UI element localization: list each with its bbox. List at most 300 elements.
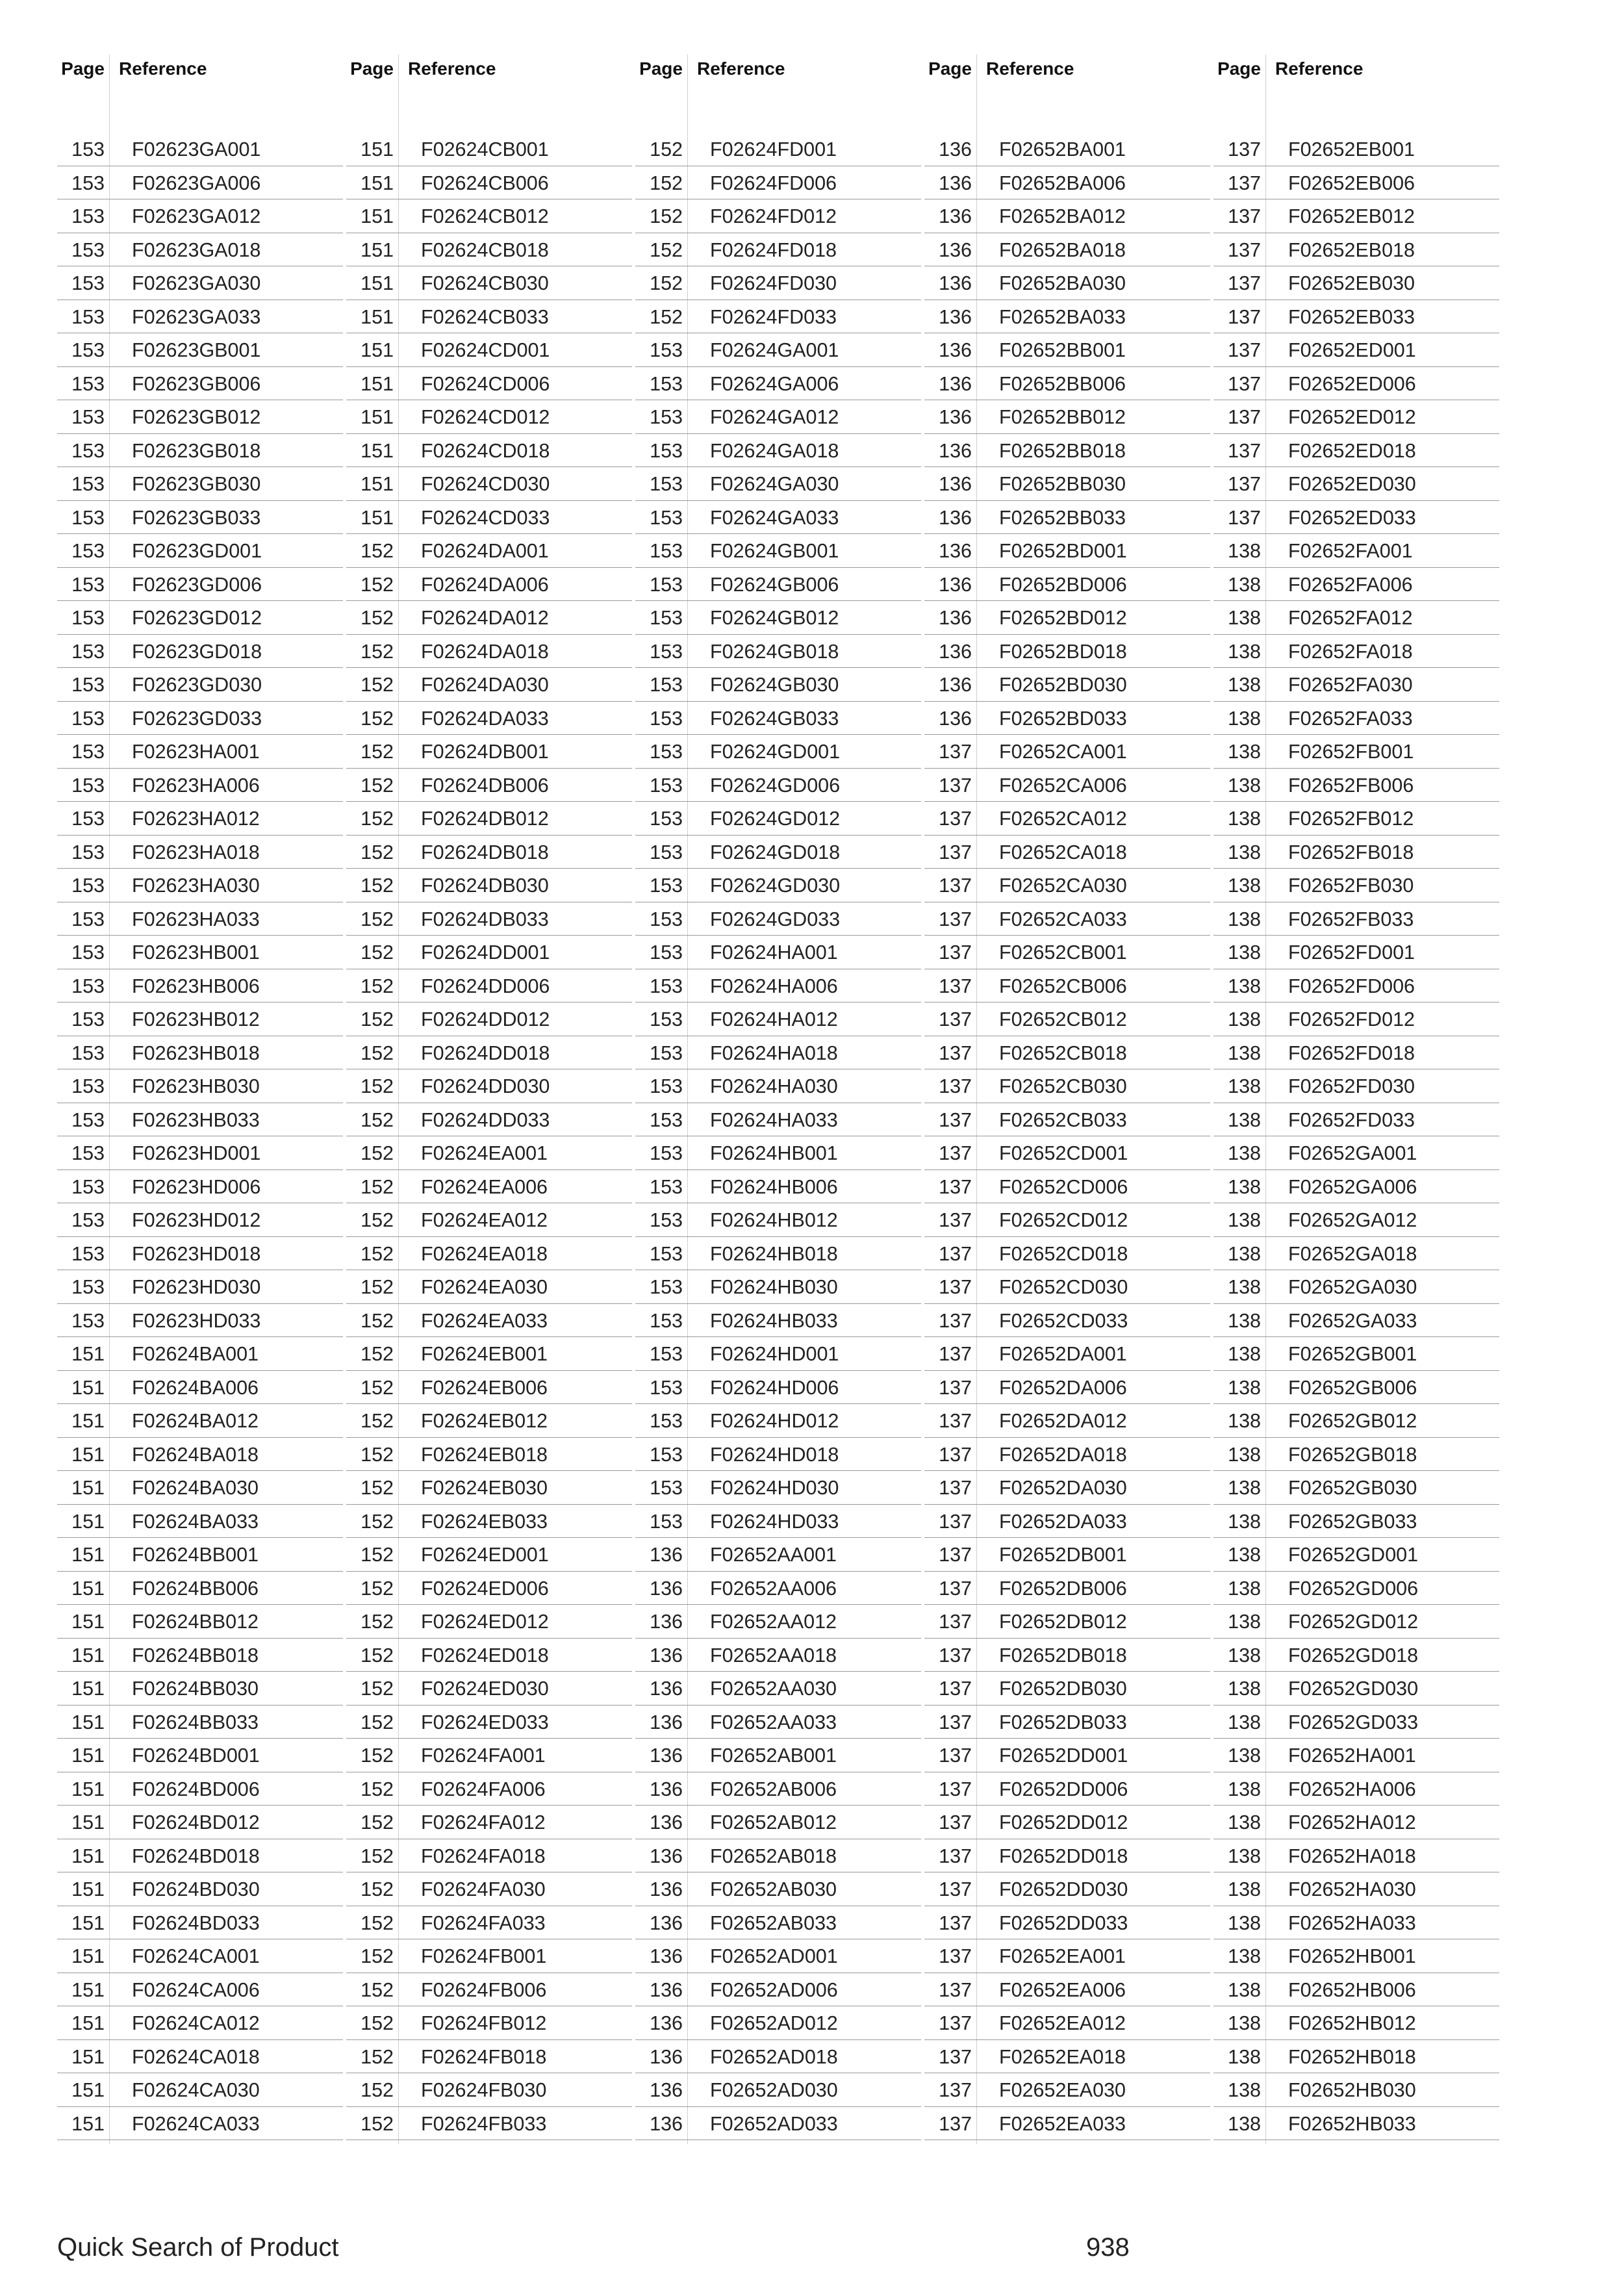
reference-cell: F02624DA001 <box>421 540 549 562</box>
page-number-cell: 137 <box>939 2079 972 2101</box>
page-number-cell: 137 <box>939 1276 972 1298</box>
reference-column-header: Reference <box>119 58 207 79</box>
index-row <box>57 1706 343 1739</box>
page-number-cell: 153 <box>71 1242 105 1265</box>
index-row <box>57 1872 343 1906</box>
index-row <box>924 534 1210 568</box>
page-number-cell: 138 <box>1228 1744 1261 1767</box>
index-row <box>346 2006 632 2040</box>
reference-cell: F02624BD033 <box>132 1911 260 1934</box>
index-row <box>924 2073 1210 2107</box>
index-rows <box>346 133 632 2140</box>
page-number-cell: 152 <box>650 138 683 160</box>
page-number-cell: 138 <box>1228 1978 1261 2001</box>
reference-cell: F02624EA033 <box>421 1309 548 1332</box>
page-number-cell: 136 <box>939 138 972 160</box>
reference-cell: F02652AD018 <box>710 2045 838 2068</box>
reference-cell: F02623HB018 <box>132 1041 260 1064</box>
page-number-cell: 136 <box>650 2079 683 2101</box>
reference-cell: F02624GD006 <box>710 774 841 797</box>
index-row <box>346 902 632 936</box>
reference-cell: F02624EB001 <box>421 1343 548 1365</box>
reference-cell: F02652CB006 <box>999 975 1127 997</box>
page-number-cell: 138 <box>1228 1041 1261 1064</box>
index-row <box>1213 568 1499 602</box>
reference-cell: F02652AD001 <box>710 1945 838 1967</box>
page-number-cell: 153 <box>71 540 105 562</box>
reference-cell: F02652DA012 <box>999 1410 1127 1432</box>
reference-cell: F02624GD018 <box>710 841 841 863</box>
reference-cell: F02624HA012 <box>710 1008 838 1030</box>
reference-cell: F02652AD033 <box>710 2112 838 2135</box>
reference-cell: F02624BA018 <box>132 1443 259 1466</box>
index-row <box>1213 2040 1499 2074</box>
index-row <box>346 133 632 166</box>
reference-cell: F02624HB018 <box>710 1242 838 1265</box>
page-number-cell: 153 <box>650 1008 683 1030</box>
index-row <box>635 1471 921 1505</box>
index-row <box>1213 233 1499 267</box>
index-row <box>1213 869 1499 902</box>
reference-cell: F02624HD033 <box>710 1510 839 1533</box>
reference-cell: F02652GB006 <box>1288 1376 1417 1399</box>
reference-cell: F02623HA006 <box>132 774 260 797</box>
page-number-cell: 137 <box>939 1477 972 1499</box>
page-number-cell: 153 <box>650 707 683 730</box>
index-rows <box>57 133 343 2140</box>
page-number-cell: 151 <box>361 372 394 395</box>
reference-cell: F02652EA001 <box>999 1945 1126 1967</box>
reference-cell: F02623HA001 <box>132 741 260 763</box>
reference-cell: F02652FB030 <box>1288 875 1414 897</box>
page-number-cell: 153 <box>71 1041 105 1064</box>
index-row <box>1213 1872 1499 1906</box>
page-number-cell: 151 <box>71 1644 105 1667</box>
reference-cell: F02624BB033 <box>132 1711 259 1733</box>
index-row <box>57 166 343 200</box>
index-row <box>924 1203 1210 1237</box>
index-row <box>1213 1003 1499 1036</box>
page-number-cell: 137 <box>939 1945 972 1967</box>
reference-cell: F02624DA006 <box>421 573 549 596</box>
page-number-cell: 153 <box>71 1008 105 1030</box>
index-row <box>924 1772 1210 1806</box>
page-number-cell: 153 <box>650 339 683 361</box>
reference-column-header: Reference <box>408 58 496 79</box>
reference-cell: F02624DB018 <box>421 841 549 863</box>
reference-cell: F02624CA033 <box>132 2112 260 2135</box>
reference-cell: F02652DB033 <box>999 1711 1127 1733</box>
index-row <box>924 668 1210 702</box>
reference-cell: F02652EB001 <box>1288 138 1415 160</box>
index-row <box>346 1471 632 1505</box>
index-row <box>1213 1706 1499 1739</box>
index-row <box>57 266 343 300</box>
index-row <box>924 300 1210 334</box>
index-row <box>1213 1973 1499 2007</box>
index-row <box>346 199 632 233</box>
reference-cell: F02652DA006 <box>999 1376 1127 1399</box>
reference-cell: F02623GD033 <box>132 707 262 730</box>
page-number-cell: 151 <box>361 506 394 529</box>
reference-cell: F02624DB033 <box>421 908 549 930</box>
page-number-cell: 136 <box>939 205 972 227</box>
index-row <box>1213 735 1499 769</box>
index-row <box>635 702 921 735</box>
index-row <box>346 735 632 769</box>
page-number-cell: 153 <box>71 1075 105 1097</box>
reference-cell: F02652FA033 <box>1288 707 1413 730</box>
page-number-cell: 153 <box>650 975 683 997</box>
index-row <box>924 400 1210 434</box>
index-row <box>346 1872 632 1906</box>
page-number-cell: 152 <box>361 1711 394 1733</box>
page-number-cell: 151 <box>71 1811 105 1833</box>
index-row <box>924 1337 1210 1371</box>
index-row <box>635 1906 921 1940</box>
page-number-cell: 138 <box>1228 875 1261 897</box>
reference-cell: F02652FD018 <box>1288 1041 1415 1064</box>
reference-cell: F02624BA033 <box>132 1510 259 1533</box>
page-number-cell: 138 <box>1228 2112 1261 2135</box>
page-number-cell: 136 <box>939 172 972 194</box>
page-number-cell: 151 <box>71 1978 105 2001</box>
index-row <box>924 1304 1210 1338</box>
reference-cell: F02652CD012 <box>999 1209 1128 1231</box>
reference-cell: F02624DA030 <box>421 674 549 696</box>
index-row <box>57 1471 343 1505</box>
reference-cell: F02624DA033 <box>421 707 549 730</box>
page-number-cell: 137 <box>1228 473 1261 495</box>
reference-cell: F02623GD001 <box>132 540 262 562</box>
reference-cell: F02652FB012 <box>1288 808 1414 830</box>
index-row <box>57 1973 343 2007</box>
reference-cell: F02652AB012 <box>710 1811 837 1833</box>
reference-cell: F02652GA001 <box>1288 1142 1417 1164</box>
index-row <box>635 1036 921 1070</box>
reference-cell: F02652FD033 <box>1288 1108 1415 1131</box>
reference-cell: F02624FB018 <box>421 2045 547 2068</box>
index-row <box>1213 2006 1499 2040</box>
index-row <box>346 836 632 869</box>
index-row <box>924 233 1210 267</box>
index-row <box>1213 769 1499 802</box>
reference-cell: F02652BD006 <box>999 573 1127 596</box>
reference-cell: F02624GB001 <box>710 540 839 562</box>
page-number-cell: 153 <box>650 372 683 395</box>
page-number-cell: 136 <box>939 473 972 495</box>
index-column <box>924 0 1210 2177</box>
page-number-cell: 153 <box>650 1343 683 1365</box>
reference-cell: F02624CB001 <box>421 138 549 160</box>
reference-cell: F02652FD001 <box>1288 941 1415 964</box>
index-row <box>635 1270 921 1304</box>
page-number-cell: 152 <box>361 808 394 830</box>
index-rows <box>924 133 1210 2140</box>
reference-cell: F02652FB033 <box>1288 908 1414 930</box>
page-number-cell: 136 <box>650 1678 683 1700</box>
page-number-cell: 152 <box>361 1978 394 2001</box>
index-row <box>924 266 1210 300</box>
index-row <box>1213 534 1499 568</box>
index-row <box>1213 1906 1499 1940</box>
reference-cell: F02624HA018 <box>710 1041 838 1064</box>
page-number-cell: 153 <box>71 506 105 529</box>
index-row <box>635 534 921 568</box>
page-number-cell: 137 <box>939 1611 972 1633</box>
page-number-cell: 152 <box>361 1343 394 1365</box>
index-row <box>346 233 632 267</box>
index-row <box>346 1069 632 1103</box>
page-number-cell: 152 <box>361 1644 394 1667</box>
page-number-cell: 137 <box>939 1878 972 1900</box>
page-number-cell: 136 <box>939 506 972 529</box>
reference-cell: F02624FB006 <box>421 1978 547 2001</box>
reference-cell: F02624BB030 <box>132 1678 259 1700</box>
page-number-cell: 152 <box>361 1577 394 1600</box>
page-number-cell: 137 <box>939 1175 972 1198</box>
reference-cell: F02623HD018 <box>132 1242 261 1265</box>
page-number-cell: 136 <box>939 540 972 562</box>
index-row <box>635 902 921 936</box>
page-number-cell: 153 <box>71 607 105 629</box>
index-row <box>924 969 1210 1003</box>
index-row <box>346 333 632 367</box>
page-number-cell: 153 <box>71 875 105 897</box>
page-number-cell: 151 <box>71 1878 105 1900</box>
page-number-cell: 138 <box>1228 1477 1261 1499</box>
index-column <box>1213 0 1499 2177</box>
index-row <box>924 802 1210 836</box>
index-row <box>635 2107 921 2141</box>
index-row <box>57 1203 343 1237</box>
index-row <box>924 869 1210 902</box>
index-row <box>1213 1337 1499 1371</box>
index-row <box>924 1371 1210 1405</box>
index-row <box>635 601 921 635</box>
index-row <box>57 2107 343 2141</box>
page-number-cell: 153 <box>650 1209 683 1231</box>
index-row <box>346 1538 632 1572</box>
page-number-cell: 137 <box>939 774 972 797</box>
reference-cell: F02623GD018 <box>132 640 262 663</box>
page-number-cell: 136 <box>939 640 972 663</box>
reference-cell: F02652GB018 <box>1288 1443 1417 1466</box>
page-number-cell: 137 <box>1228 406 1261 428</box>
page-number-cell: 137 <box>939 2012 972 2034</box>
reference-cell: F02652CA018 <box>999 841 1127 863</box>
page-number-cell: 138 <box>1228 1410 1261 1432</box>
reference-cell: F02624FB001 <box>421 1945 547 1967</box>
page-number-cell: 152 <box>361 1945 394 1967</box>
index-row <box>924 936 1210 969</box>
reference-cell: F02624HD001 <box>710 1343 839 1365</box>
reference-cell: F02624GB030 <box>710 674 839 696</box>
page-number-cell: 151 <box>71 1376 105 1399</box>
reference-cell: F02624GB018 <box>710 640 839 663</box>
index-row <box>924 1572 1210 1605</box>
page-number-cell: 137 <box>939 941 972 964</box>
reference-cell: F02652EB030 <box>1288 272 1415 294</box>
page-number-cell: 138 <box>1228 1577 1261 1600</box>
page-number-cell: 151 <box>361 439 394 462</box>
reference-cell: F02624FA018 <box>421 1845 546 1867</box>
page-number-cell: 137 <box>1228 305 1261 328</box>
reference-cell: F02623GB001 <box>132 339 261 361</box>
reference-cell: F02624CB030 <box>421 272 549 294</box>
reference-cell: F02652ED018 <box>1288 439 1416 462</box>
page-number-cell: 138 <box>1228 1376 1261 1399</box>
index-row <box>346 969 632 1003</box>
page-number-cell: 152 <box>361 707 394 730</box>
page-number-cell: 153 <box>71 406 105 428</box>
page-number-cell: 138 <box>1228 1611 1261 1633</box>
page-number-cell: 151 <box>361 238 394 261</box>
index-row <box>57 2006 343 2040</box>
index-row <box>635 1438 921 1472</box>
page-number-cell: 136 <box>650 1711 683 1733</box>
page-number-cell: 138 <box>1228 674 1261 696</box>
reference-cell: F02624GB006 <box>710 573 839 596</box>
index-row <box>346 869 632 902</box>
reference-cell: F02623HB001 <box>132 941 260 964</box>
index-column <box>57 0 343 2177</box>
reference-cell: F02624GD030 <box>710 875 841 897</box>
reference-cell: F02652BA033 <box>999 305 1126 328</box>
reference-cell: F02652GD033 <box>1288 1711 1419 1733</box>
reference-cell: F02652EA012 <box>999 2012 1126 2034</box>
index-row <box>635 1839 921 1873</box>
index-row <box>346 1203 632 1237</box>
reference-cell: F02623GB030 <box>132 473 261 495</box>
reference-cell: F02652CA006 <box>999 774 1127 797</box>
page-number-cell: 151 <box>71 1443 105 1466</box>
page-number-cell: 137 <box>939 975 972 997</box>
index-row <box>57 1739 343 1772</box>
page-number-cell: 136 <box>939 439 972 462</box>
reference-cell: F02624BA006 <box>132 1376 259 1399</box>
page-number-cell: 153 <box>650 1108 683 1131</box>
page-number-cell: 138 <box>1228 1242 1261 1265</box>
reference-cell: F02624DD033 <box>421 1108 550 1131</box>
index-row <box>57 969 343 1003</box>
index-row <box>1213 2073 1499 2107</box>
index-row <box>635 2006 921 2040</box>
index-row <box>1213 1404 1499 1438</box>
index-row <box>1213 501 1499 535</box>
reference-cell: F02624DA012 <box>421 607 549 629</box>
reference-cell: F02652FA001 <box>1288 540 1413 562</box>
reference-cell: F02624FD033 <box>710 305 837 328</box>
index-row <box>924 1906 1210 1940</box>
reference-cell: F02652GA033 <box>1288 1309 1417 1332</box>
index-row <box>1213 1839 1499 1873</box>
reference-cell: F02624HB006 <box>710 1175 838 1198</box>
index-row <box>924 836 1210 869</box>
page-number-cell: 136 <box>650 1577 683 1600</box>
index-row <box>1213 2107 1499 2141</box>
index-row <box>57 1505 343 1539</box>
page-number-cell: 137 <box>939 1242 972 1265</box>
page-number-cell: 137 <box>939 1911 972 1934</box>
reference-cell: F02652CD006 <box>999 1175 1128 1198</box>
page-number-cell: 153 <box>71 1276 105 1298</box>
page-number-cell: 136 <box>939 707 972 730</box>
page-number-cell: 153 <box>650 1309 683 1332</box>
page-column-header: Page <box>928 58 972 79</box>
reference-cell: F02652BB018 <box>999 439 1126 462</box>
page-number-cell: 138 <box>1228 573 1261 596</box>
reference-cell: F02624BA001 <box>132 1343 259 1365</box>
reference-cell: F02624FA001 <box>421 1744 546 1767</box>
index-row <box>635 1639 921 1672</box>
page-number-cell: 153 <box>650 473 683 495</box>
index-row <box>346 1672 632 1706</box>
reference-cell: F02624EA001 <box>421 1142 548 1164</box>
reference-cell: F02652HA018 <box>1288 1845 1416 1867</box>
page-number-cell: 136 <box>650 1978 683 2001</box>
page-number-cell: 136 <box>939 238 972 261</box>
page-number-cell: 151 <box>71 1544 105 1566</box>
page-number-cell: 138 <box>1228 1142 1261 1164</box>
reference-cell: F02624DB030 <box>421 875 549 897</box>
reference-cell: F02652GD018 <box>1288 1644 1419 1667</box>
index-row <box>57 1605 343 1639</box>
index-row <box>57 802 343 836</box>
index-row <box>924 1839 1210 1873</box>
index-row <box>635 635 921 669</box>
page-number-cell: 136 <box>650 1544 683 1566</box>
reference-cell: F02652GD012 <box>1288 1611 1419 1633</box>
index-row <box>635 199 921 233</box>
reference-cell: F02652HA033 <box>1288 1911 1416 1934</box>
index-row <box>57 635 343 669</box>
page-number-cell: 152 <box>361 1778 394 1800</box>
page-number-cell: 138 <box>1228 1678 1261 1700</box>
reference-cell: F02624DB012 <box>421 808 549 830</box>
reference-cell: F02652EB033 <box>1288 305 1415 328</box>
page-number-cell: 137 <box>939 1778 972 1800</box>
page-number-cell: 137 <box>939 1577 972 1600</box>
page-number-cell: 136 <box>939 272 972 294</box>
index-row <box>924 1036 1210 1070</box>
page-number-cell: 153 <box>71 741 105 763</box>
reference-cell: F02652EB018 <box>1288 238 1415 261</box>
reference-cell: F02652FA030 <box>1288 674 1413 696</box>
page-number-cell: 151 <box>71 1678 105 1700</box>
index-row <box>635 1237 921 1271</box>
index-row <box>635 434 921 468</box>
page-number-cell: 137 <box>939 1108 972 1131</box>
index-row <box>57 434 343 468</box>
page-number-cell: 137 <box>1228 439 1261 462</box>
reference-cell: F02652DD006 <box>999 1778 1128 1800</box>
page-number-cell: 137 <box>939 1041 972 1064</box>
index-row <box>635 501 921 535</box>
page-number-cell: 153 <box>71 1108 105 1131</box>
reference-cell: F02624EB006 <box>421 1376 548 1399</box>
reference-cell: F02623GD012 <box>132 607 262 629</box>
reference-cell: F02624HB030 <box>710 1276 838 1298</box>
reference-cell: F02652EA006 <box>999 1978 1126 2001</box>
page-number-cell: 153 <box>71 941 105 964</box>
page-number-cell: 153 <box>650 908 683 930</box>
index-row <box>924 1003 1210 1036</box>
page-number-cell: 136 <box>650 1911 683 1934</box>
index-row <box>57 1438 343 1472</box>
reference-cell: F02623HB006 <box>132 975 260 997</box>
reference-cell: F02624GB012 <box>710 607 839 629</box>
